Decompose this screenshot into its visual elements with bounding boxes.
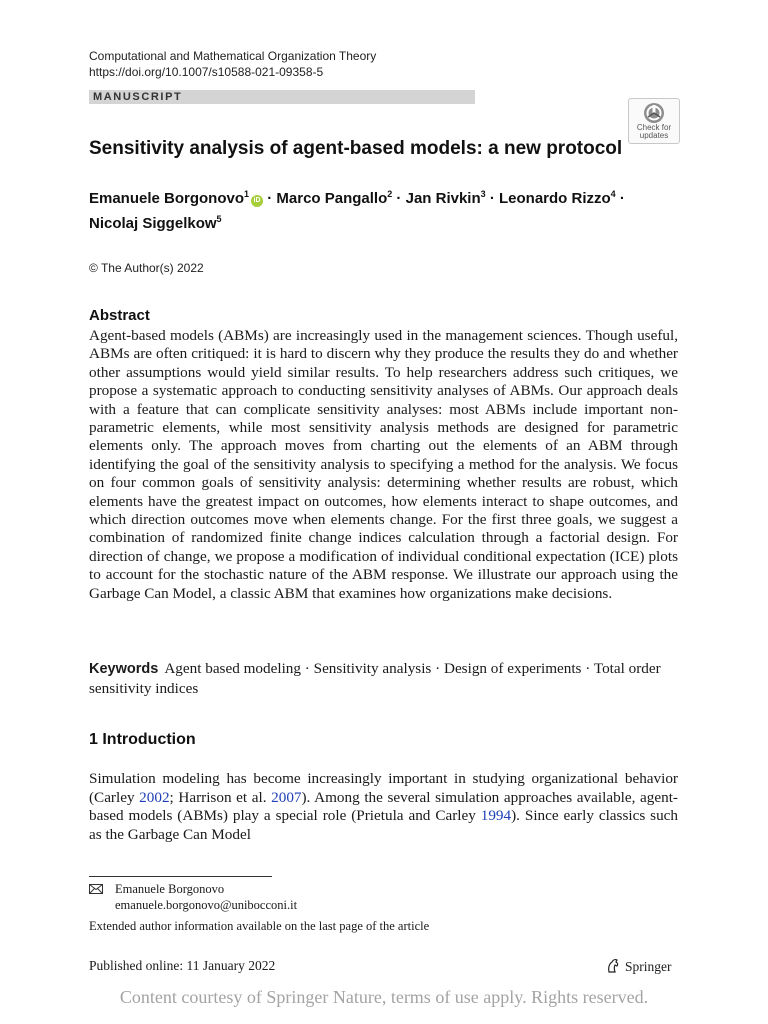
- abstract-heading: Abstract: [89, 307, 150, 324]
- keywords-heading: Keywords: [89, 661, 159, 677]
- check-updates-icon: [643, 102, 665, 124]
- abstract-body: Agent-based models (ABMs) are increasingly used in the management sciences. Though useful, ABMs are often critiqued: it is hard to discern why they produce the results they do and whether other assumptions would yield similar results. To help researchers address such critiques, we propose a systematic approach to conducting sensitivity analyses of ABMs. Our approach deals with a feature that can complicate sensitivity analyses: most ABMs include important non-parametric elements, while most sensitivity analysis methods are designed for parametric elements only. The approach moves from charting out the elements of an ABM through identifying the goal of the sensitivity analysis to specifying a method for the analysis. We focus on four common goals of sensitivity analysis: determining whether results are robust, which elements have the greatest impact on outcomes, how elements interact to shape outcomes, and which direction outcomes move when elements change. For the first three goals, we suggest a combination of randomized finite change indices calculation through a factorial design. For direction of change, we propose a modification of individual conditional expectation (ICE) plots to account for the stochastic nature of the ABM response. We illustrate our approach using the Garbage Can Model, a classic ABM that examines how organizations make decisions.: [89, 327, 678, 602]
- courtesy-watermark: Content courtesy of Springer Nature, terms of use apply. Rights reserved.: [119, 987, 649, 1007]
- article-type-bar: [89, 90, 475, 104]
- citation-link[interactable]: 2002: [139, 788, 170, 806]
- author-list: Emanuele Borgonovo$^1$iD · Marco Pangallo$^2$ · Jan Rivkin$^3$ · Leonardo Rizzo$^4$ · Nicolaj Siggelkow$^5$: [89, 189, 625, 232]
- extended-author-info: Extended author information available on the last page of the article: [89, 919, 430, 933]
- corresponding-author-email[interactable]: emanuele.borgonovo@unibocconi.it: [115, 898, 298, 912]
- section-heading-introduction: 1 Introduction: [89, 731, 196, 748]
- doi-link[interactable]: https://doi.org/10.1007/s10588-021-09358-5: [89, 65, 324, 79]
- citation-link[interactable]: 1994: [480, 807, 512, 824]
- published-date: Published online: 11 January 2022: [89, 958, 276, 973]
- journal-name: Computational and Mathematical Organization Theory: [89, 49, 377, 63]
- journal-header: [89, 48, 376, 80]
- springer-horse-icon: [605, 958, 621, 974]
- author[interactable]: Jan Rivkin$^3$: [405, 189, 486, 207]
- publisher-name: Springer: [625, 959, 672, 974]
- check-updates-line1: Check for: [636, 123, 672, 132]
- keywords-section: [89, 659, 678, 698]
- orcid-icon[interactable]: iD: [251, 195, 263, 207]
- envelope-icon: [89, 884, 103, 894]
- footnote-divider: [89, 876, 272, 877]
- keywords-list: Agent based modeling · Sensitivity analysis · Design of experiments · Total order sensitivity indices: [89, 660, 661, 697]
- author[interactable]: Nicolaj Siggelkow$^5$: [89, 214, 222, 232]
- publisher-logo: [605, 958, 672, 975]
- introduction-paragraph: Simulation modeling has become increasingly important in studying organizational behavior (Carley 2002; Harrison et al. 2007). Among the several simulation approaches available, agent-based models (ABMs) play a special role (Prietula and Carley 1994). Since early classics such as the Garbage Can Model: [89, 770, 679, 843]
- paper-title: Sensitivity analysis of agent-based models: a new protocol: [89, 138, 623, 159]
- check-for-updates-badge[interactable]: [628, 98, 680, 144]
- citation-link[interactable]: 2007: [271, 788, 302, 806]
- check-updates-line2: updates: [639, 131, 669, 140]
- author[interactable]: Leonardo Rizzo$^4$: [499, 189, 616, 207]
- copyright-notice: © The Author(s) 2022: [89, 261, 204, 275]
- article-type-label: MANUSCRIPT: [93, 91, 183, 103]
- author[interactable]: Marco Pangallo$^2$: [276, 189, 393, 207]
- corresponding-author-name: Emanuele Borgonovo: [115, 882, 225, 896]
- author[interactable]: Emanuele Borgonovo$^1$: [89, 189, 250, 207]
